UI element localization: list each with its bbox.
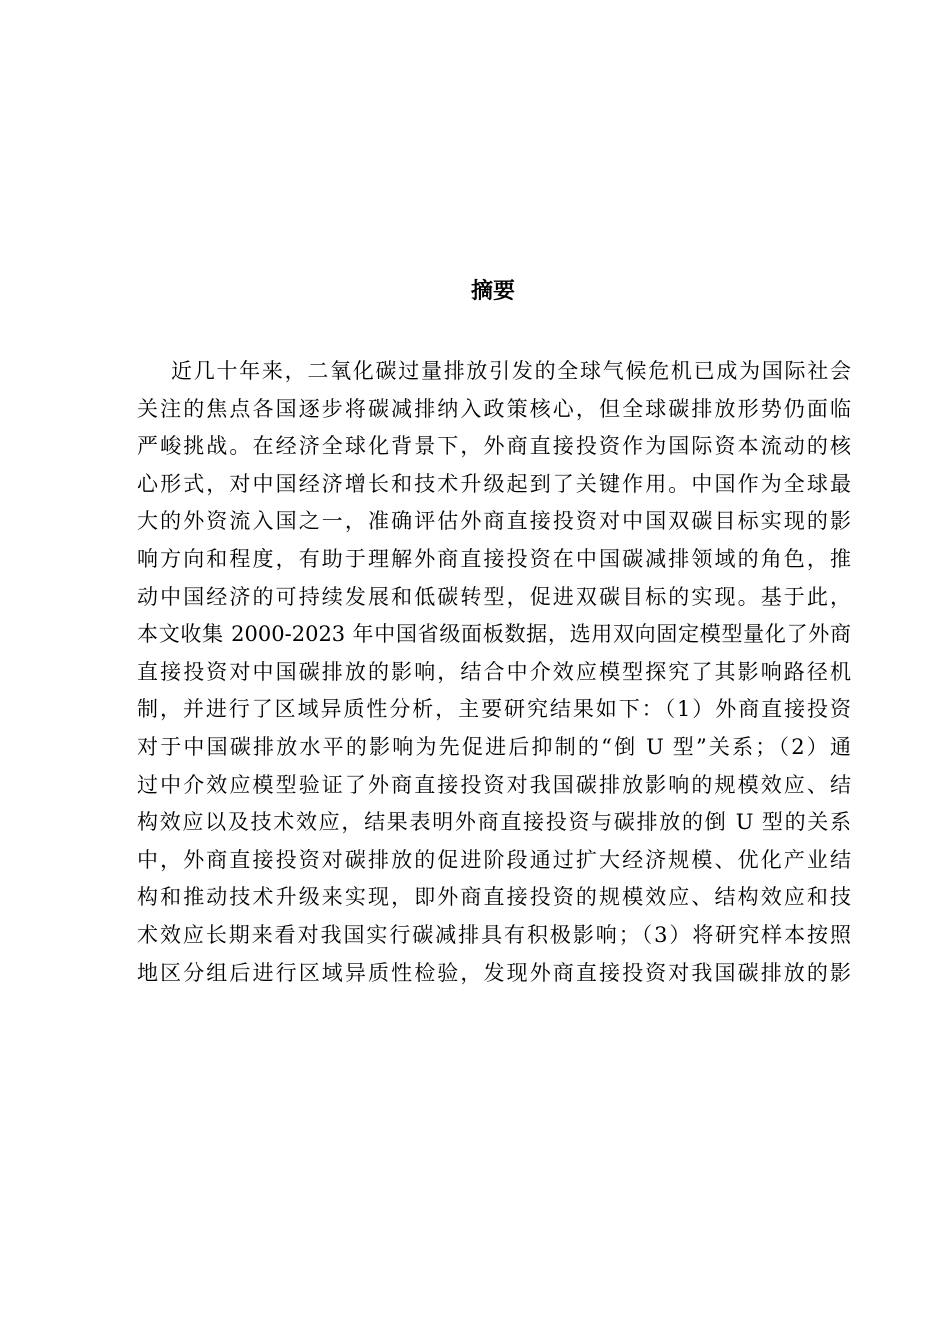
abstract-line: 响方向和程度，有助于理解外商直接投资在中国碳减排领域的角色，推 xyxy=(137,546,851,571)
abstract-line: 中，外商直接投资对碳排放的促进阶段通过扩大经济规模、优化产业结 xyxy=(137,847,851,872)
abstract-line: 对于中国碳排放水平的影响为先促进后抑制的“倒 U 型”关系；（2）通 xyxy=(137,734,851,759)
abstract-line: 过中介效应模型验证了外商直接投资对我国碳排放影响的规模效应、结 xyxy=(137,772,851,797)
abstract-line: 关注的焦点各国逐步将碳减排纳入政策核心，但全球碳排放形势仍面临 xyxy=(137,396,851,421)
abstract-body xyxy=(137,353,851,992)
abstract-line: 构效应以及技术效应，结果表明外商直接投资与碳排放的倒 U 型的关系 xyxy=(137,810,851,835)
abstract-line: 制，并进行了区域异质性分析，主要研究结果如下：（1）外商直接投资 xyxy=(137,697,851,722)
abstract-line: 心形式，对中国经济增长和技术升级起到了关键作用。中国作为全球最 xyxy=(137,471,851,496)
abstract-line: 构和推动技术升级来实现，即外商直接投资的规模效应、结构效应和技 xyxy=(137,885,851,910)
abstract-line: 地区分组后进行区域异质性检验，发现外商直接投资对我国碳排放的影 xyxy=(137,960,851,985)
abstract-line: 本文收集 2000-2023 年中国省级面板数据，选用双向固定模型量化了外商 xyxy=(137,622,851,647)
abstract-line: 动中国经济的可持续发展和低碳转型，促进双碳目标的实现。基于此， xyxy=(137,584,851,609)
abstract-line: 术效应长期来看对我国实行碳减排具有积极影响；（3）将研究样本按照 xyxy=(137,922,851,947)
abstract-title: 摘要 xyxy=(470,279,515,304)
abstract-line: 严峻挑战。在经济全球化背景下，外商直接投资作为国际资本流动的核 xyxy=(137,434,851,459)
abstract-line: 直接投资对中国碳排放的影响，结合中介效应模型探究了其影响路径机 xyxy=(137,659,851,684)
abstract-line: 近几十年来，二氧化碳过量排放引发的全球气候危机已成为国际社会 xyxy=(171,359,851,383)
abstract-line: 大的外资流入国之一，准确评估外商直接投资对中国双碳目标实现的影 xyxy=(137,509,851,534)
